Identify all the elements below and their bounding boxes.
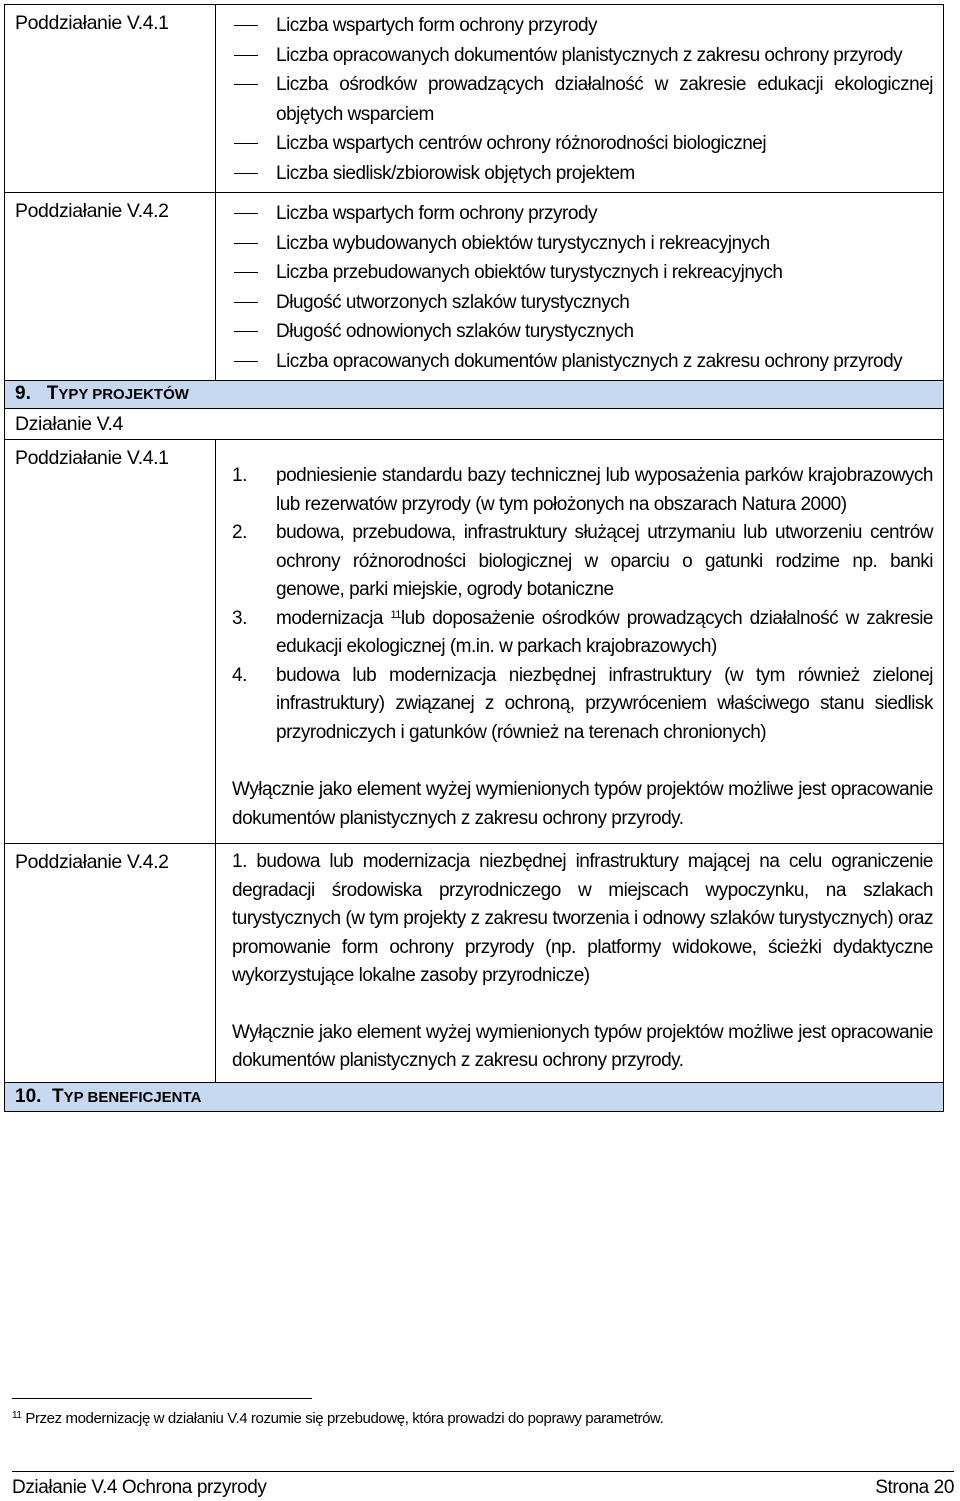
project-type-item <box>232 519 933 605</box>
indicator-item: Liczba opracowanych dokumentów planistycznych z zakresu ochrony przyrody <box>234 41 933 71</box>
footnote-text: Przez modernizację w działaniu V.4 rozumie się przebudowę, która prowadzi do poprawy parametrów. <box>21 1410 664 1427</box>
item-text: lub doposażenie ośrodków prowadzących działalność w zakresie edukacji ekologicznej (m.in. w parkach krajobrazowych) <box>276 607 933 657</box>
row-label: Poddziałanie V.4.1 <box>5 440 216 844</box>
item-number: 1. <box>232 465 247 486</box>
footnote-ref[interactable]: 11 <box>390 608 401 621</box>
footnote-separator <box>12 1398 312 1399</box>
planning-note: Wyłącznie jako element wyżej wymienionych typów projektów możliwe jest opracowanie dokumentów planistycznych z zakresu ochrony przyrody. <box>232 779 933 829</box>
project-types-row-v42 <box>5 844 944 1083</box>
section-heading <box>5 381 944 409</box>
indicator-item: Liczba wspartych form ochrony przyrody <box>234 199 933 229</box>
item-number: 4. <box>232 664 247 686</box>
indicator-item: Liczba wybudowanych obiektów turystycznych i rekreacyjnych <box>234 229 933 259</box>
indicator-item: Liczba wspartych form ochrony przyrody <box>234 11 933 41</box>
action-label: Działanie V.4 <box>5 409 944 440</box>
project-types-cell <box>216 844 944 1083</box>
project-types-row-v41 <box>5 440 944 844</box>
project-type-item <box>232 605 933 662</box>
indicator-cell <box>216 193 944 381</box>
footer-rule <box>12 1471 954 1472</box>
project-type-item: 1. budowa lub modernizacja niezbędnej infrastruktury mającej na celu ograniczenie degradacji środowiska przyrodniczego w miejscach wypoczynku, na szlakach turystycznych (w tym projekty z zakresu tworzenia i odnowy szlaków turystycznych) oraz promowanie form ochrony przyrody (np. platformy widokowe, ścieżki dydaktyczne wykorzystujące lokalne zasoby przyrodnicze) <box>232 851 933 986</box>
indicator-item: Długość utworzonych szlaków turystycznych <box>234 288 933 318</box>
section-title-rest: YP BENEFICJENTA <box>63 1088 202 1106</box>
footnote-number: 11 <box>12 1410 22 1421</box>
footer-chapter: Działanie V.4 Ochrona przyrody <box>12 1477 267 1498</box>
indicator-cell <box>216 5 944 193</box>
planning-note: Wyłącznie jako element wyżej wymienionych typów projektów możliwe jest opracowanie dokumentów planistycznych z zakresu ochrony przyrody. <box>232 1021 933 1071</box>
indicator-item: Długość odnowionych szlaków turystycznych <box>234 317 933 347</box>
row-label: Poddziałanie V.4.2 <box>5 193 216 381</box>
action-row <box>5 409 944 440</box>
indicator-item: Liczba opracowanych dokumentów planistycznych z zakresu ochrony przyrody <box>234 347 933 377</box>
item-text: podniesienie standardu bazy technicznej lub wyposażenia parków krajobrazowych lub rezerwatów przyrody (w tym położonych na obszarach Natura 2000) <box>276 465 933 515</box>
row-label: Poddziałanie V.4.1 <box>5 5 216 193</box>
project-type-item <box>232 662 933 748</box>
indicator-item: Liczba ośrodków prowadzących działalność w zakresie edukacji ekologicznej objętych wsparciem <box>234 70 933 129</box>
project-types-cell <box>216 440 944 844</box>
item-number: 3. <box>232 607 247 629</box>
section-number: 9. <box>15 383 31 404</box>
indicator-item: Liczba siedlisk/zbiorowisk objętych projektem <box>234 159 933 189</box>
footnote <box>12 1410 663 1427</box>
page-number: Strona 20 <box>875 1477 954 1498</box>
project-table <box>4 4 944 1112</box>
indicator-row-v42 <box>5 193 944 381</box>
section-number: 10. <box>15 1085 42 1107</box>
section-10-header-row <box>5 1082 944 1111</box>
item-number: 2. <box>232 522 247 543</box>
indicator-item: Liczba przebudowanych obiektów turystycznych i rekreacyjnych <box>234 258 933 288</box>
section-title-rest: YPY PROJEKTÓW <box>58 386 189 403</box>
project-type-item <box>232 462 933 519</box>
indicator-list <box>234 11 933 188</box>
indicator-list <box>234 199 933 376</box>
indicator-row-v41 <box>5 5 944 193</box>
section-9-header-row <box>5 381 944 409</box>
item-text: modernizacja <box>276 607 391 629</box>
indicator-item: Liczba wspartych centrów ochrony różnorodności biologicznej <box>234 129 933 159</box>
row-label: Poddziałanie V.4.2 <box>5 844 216 1083</box>
item-text: budowa lub modernizacja niezbędnej infrastruktury (w tym również zielonej infrastruktury) związanej z ochroną, przywróceniem właściwego stanu siedlisk przyrodniczych i gatunków (również na terenach chronionych) <box>276 664 933 743</box>
project-type-list <box>232 462 933 747</box>
section-title-initial: T <box>46 383 59 404</box>
section-title-initial: T <box>51 1085 64 1107</box>
item-text: budowa, przebudowa, infrastruktury służącej utrzymaniu lub utworzeniu centrów ochrony różnorodności biologicznej w oparciu o gatunki rodzime np. banki genowe, parki miejskie, ogrody botaniczne <box>276 522 933 600</box>
document-page <box>4 4 944 1112</box>
section-heading <box>5 1082 944 1111</box>
